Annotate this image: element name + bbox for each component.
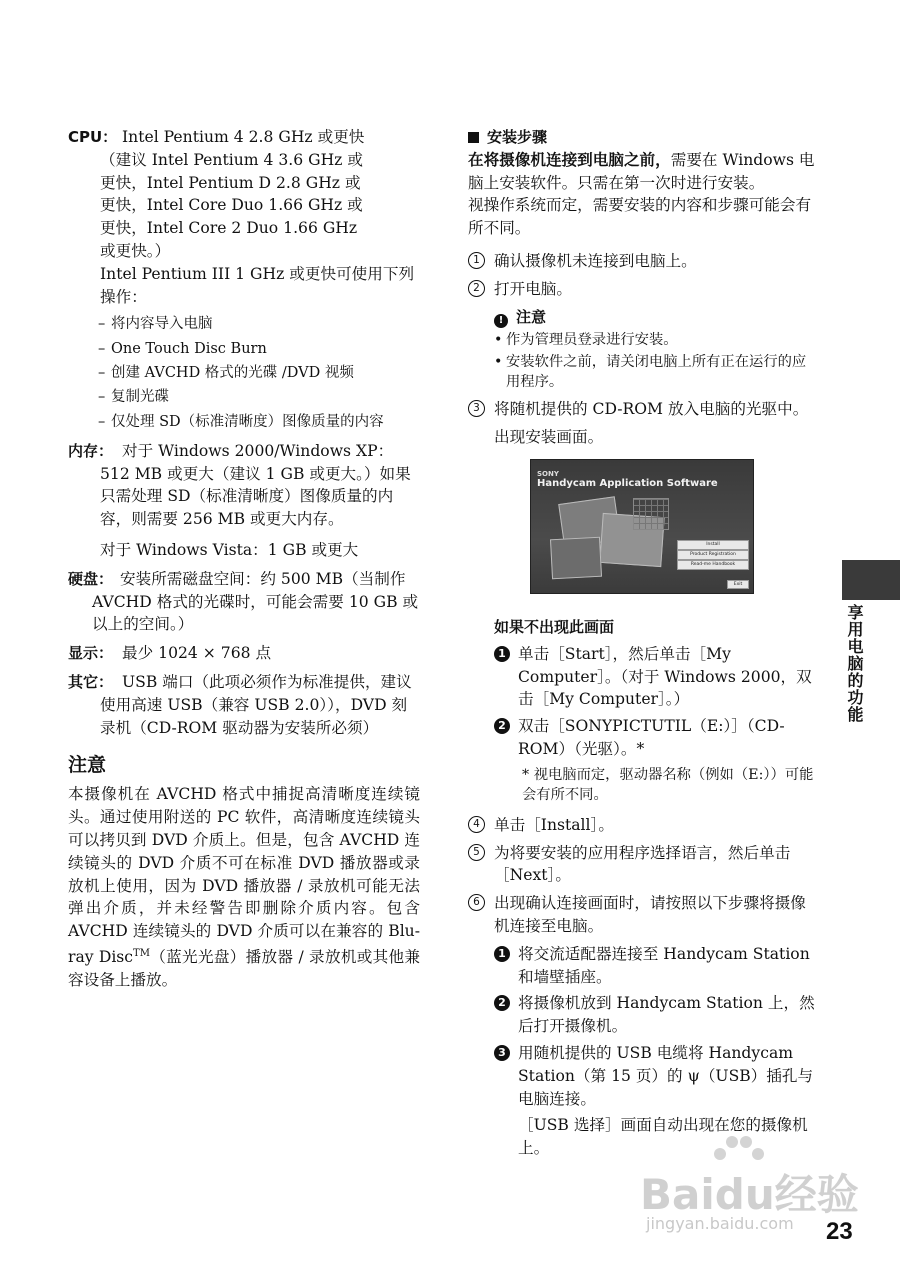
if-not-step-1-text: 单击［Start］，然后单击［My Computer］。（对于 Windows 2000，双击［My Computer］。）: [518, 644, 812, 709]
note-text-end: （蓝光光盘）播放器 / 录放机或其他兼容设备上播放。: [68, 948, 420, 989]
side-tab-label: 享用电脑的功能: [845, 604, 864, 723]
cpu-line: Intel Pentium 4 2.8 GHz 或更快: [122, 128, 365, 146]
other-label: 其它：: [68, 673, 114, 692]
cpu-line: 更快，Intel Core Duo 1.66 GHz 或: [100, 196, 363, 215]
cpu-alt: Intel Pentium III 1 GHz 或更快可使用下列操作：: [100, 264, 415, 306]
if-not-step-1: [494, 643, 820, 711]
installer-screenshot: [530, 459, 754, 594]
dark-number-2-icon: 2: [494, 718, 510, 734]
cpu-op-item: – 仅处理 SD（标准清晰度）图像质量的内容: [68, 410, 420, 434]
display-spec: [68, 642, 420, 665]
step-1-text: 确认摄像机未连接到电脑上。: [494, 251, 697, 270]
screenshot-grid: [633, 498, 669, 530]
step-number-2-icon: 2: [468, 280, 485, 297]
step-3-result: 出现安装画面。: [494, 428, 604, 447]
watermark-url: jingyan.baidu.com: [646, 1214, 794, 1233]
if-not-step-2: [494, 715, 820, 761]
step-6-sub-3-text: 用随机提供的 USB 电缆将 Handycam Station（第 15 页）的 ψ（USB）插孔与电脑连接。: [518, 1043, 814, 1108]
step-number-5-icon: 5: [468, 844, 485, 861]
square-icon: [468, 132, 479, 143]
intro-rest: 需要在 Windows 电脑上安装软件。只需在第一次时进行安装。: [468, 150, 815, 192]
readme-button: Read-me Handbook: [677, 560, 749, 570]
step-4-text: 单击［Install］。: [494, 815, 614, 834]
other-spec: [68, 671, 420, 739]
dark-number-3-icon: 3: [494, 1045, 510, 1061]
step-4: [468, 814, 820, 837]
step-2: [468, 278, 820, 301]
caution-item: • 作为管理员登录进行安装。: [494, 330, 820, 350]
dark-number-1-icon: 1: [494, 646, 510, 662]
cpu-line: 更快，Intel Pentium D 2.8 GHz 或: [100, 173, 361, 192]
step-6-sub-1: [494, 943, 820, 989]
hdd-label: 硬盘：: [68, 569, 114, 588]
step-3-text: 将随机提供的 CD-ROM 放入电脑的光驱中。: [494, 400, 809, 419]
step-6-sub-2-text: 将摄像机放到 Handycam Station 上，然后打开摄像机。: [518, 994, 815, 1036]
step-1: [468, 250, 820, 273]
step-6-text: 出现确认连接画面时，请按照以下步骤将摄像机连接至电脑。: [494, 894, 806, 935]
section-title-text: 安装步骤: [487, 128, 548, 146]
hdd-text: 安装所需磁盘空间：约 500 MB（当制作 AVCHD 格式的光碟时，可能会需要 10 GB 或以上的空间。）: [92, 569, 419, 634]
step-6-sub-3-result: ［USB 选择］画面自动出现在您的摄像机上。: [518, 1116, 808, 1158]
intro-os-note: 视操作系统而定，需要安装的内容和步骤可能会有所不同。: [468, 196, 812, 238]
cpu-op-item: – 创建 AVCHD 格式的光碟 /DVD 视频: [68, 361, 420, 385]
cpu-op-item: – 将内容导入电脑: [68, 312, 420, 336]
cpu-line: 或更快。）: [100, 241, 171, 260]
step-6-sub-2: [494, 992, 820, 1038]
cpu-spec: [68, 126, 420, 308]
note-paragraph: [68, 783, 420, 991]
screenshot-title: Handycam Application Software: [537, 477, 718, 489]
display-label: 显示：: [68, 644, 114, 663]
other-text: USB 端口（此项必须作为标准提供，建议使用高速 USB（兼容 USB 2.0）），DVD 刻录机（CD-ROM 驱动器为安装所必须）: [100, 673, 412, 737]
step-number-4-icon: 4: [468, 816, 485, 833]
cpu-op-item: – One Touch Disc Burn: [68, 337, 420, 361]
step-5: [468, 842, 820, 888]
screenshot-brand: SONY: [537, 469, 559, 478]
if-not-title: 如果不出现此画面: [494, 617, 615, 636]
install-button: Install: [677, 540, 749, 550]
step-3: [468, 398, 820, 421]
watermark-logo-text: Baidu经验: [640, 1170, 859, 1219]
display-text: 最少 1024 × 768 点: [122, 644, 272, 663]
drive-name-note: * 视电脑而定，驱动器名称（例如（E:））可能会有所不同。: [522, 766, 814, 804]
cpu-line: 更快，Intel Core 2 Duo 1.66 GHz: [100, 219, 358, 238]
caution-title-text: 注意: [516, 307, 547, 326]
exit-button: Exit: [727, 580, 749, 589]
step-number-6-icon: 6: [468, 894, 485, 911]
memory-label: 内存：: [68, 441, 114, 460]
intro-bold: 在将摄像机连接到电脑之前，: [468, 150, 671, 169]
memory-spec: [68, 440, 420, 562]
step-number-1-icon: 1: [468, 252, 485, 269]
dark-number-2-icon: 2: [494, 995, 510, 1011]
hdd-spec: [68, 568, 420, 636]
step-5-text: 为将要安装的应用程序选择语言，然后单击［Next］。: [494, 843, 791, 885]
step-2-text: 打开电脑。: [494, 279, 572, 298]
dark-number-1-icon: 1: [494, 946, 510, 962]
product-registration-button: Product Registration: [677, 550, 749, 560]
caution-title: [494, 306, 820, 329]
section-title: [468, 126, 820, 149]
step-6: [468, 892, 820, 938]
cpu-line: （建议 Intel Pentium 4 3.6 GHz 或: [100, 150, 363, 169]
note-heading: 注意: [68, 754, 107, 777]
if-not-step-2-text: 双击［SONYPICTUTIL（E:）］（CD-ROM）（光驱）。*: [518, 717, 785, 758]
screenshot-photo: [550, 537, 602, 580]
trademark-sup: TM: [133, 948, 150, 959]
memory-text: 对于 Windows 2000/Windows XP：512 MB 或更大（建议 1 GB 或更大。）如果只需处理 SD（标准清晰度）图像质量的内容，则需要 256 MB 或更大内存。: [100, 441, 411, 529]
side-tab-marker: [842, 560, 900, 600]
cpu-label: CPU：: [68, 128, 118, 146]
step-6-sub-1-text: 将交流适配器连接至 Handycam Station 和墙壁插座。: [518, 944, 810, 986]
step-number-3-icon: 3: [468, 400, 485, 417]
caution-item: • 安装软件之前，请关闭电脑上所有正在运行的应用程序。: [494, 352, 820, 392]
right-column: [468, 126, 820, 1160]
caution-icon: !: [494, 314, 508, 328]
page-number: 23: [826, 1218, 853, 1245]
note-text: 本摄像机在 AVCHD 格式中捕捉高清晰度连续镜头。通过使用附送的 PC 软件，高清晰度连续镜头可以拷贝到 DVD 介质上。但是，包含 AVCHD 连续镜头的 DVD 介质不可在标准 DVD 播放器或录放机上使用，因为 DVD 播放器 / 录放机可能无法弹出介质，并未经警告即删除介质内容。包含 AVCHD 连续镜头的 DVD 介质可以在兼容的 Blu-ray Disc: [68, 785, 420, 967]
memory-vista: 对于 Windows Vista：1 GB 或更大: [100, 541, 359, 560]
cpu-op-item: – 复制光碟: [68, 385, 420, 409]
left-column: [68, 126, 420, 992]
step-6-sub-3: [494, 1042, 820, 1110]
intro-paragraph: [468, 149, 820, 195]
